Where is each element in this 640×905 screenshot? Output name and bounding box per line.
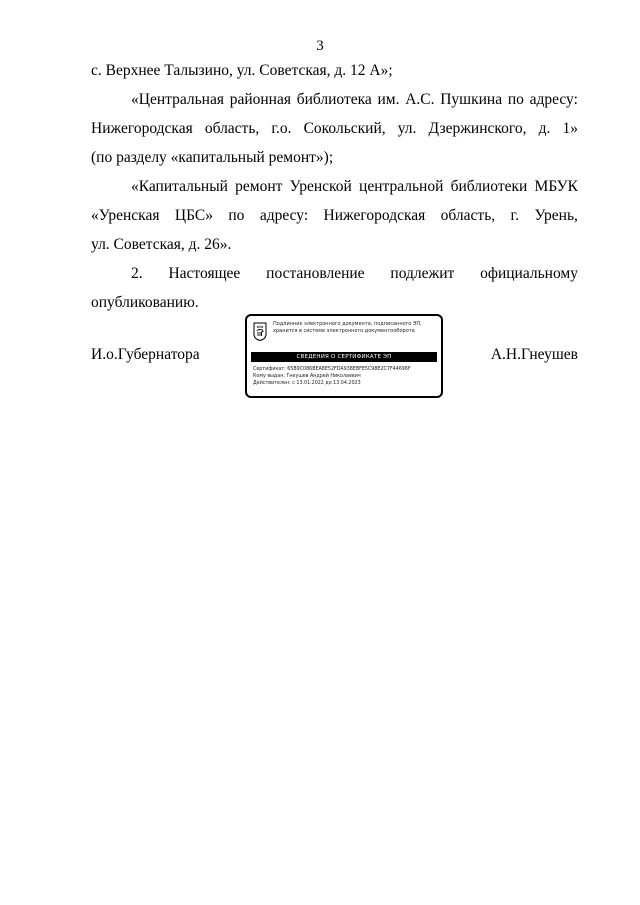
word: д. [538, 120, 551, 137]
word: «Капитальный [131, 178, 228, 195]
page-number: 3 [316, 38, 324, 54]
paragraph-3-line-2 [91, 201, 578, 230]
stamp-header-line-2: хранится в системе электронного документооборота [273, 328, 415, 334]
word: А.С. [405, 91, 435, 108]
word: Настоящее [168, 265, 241, 282]
word: «Уренская [91, 207, 160, 224]
paragraph-4-line-2: опубликованию. [91, 294, 199, 311]
word: постановление [266, 265, 365, 282]
word: МБУК [534, 178, 578, 195]
word: библиотека [296, 91, 372, 108]
word: им. [377, 91, 400, 108]
word: Нижегородская [323, 207, 426, 224]
word: Пушкина [440, 91, 503, 108]
document-body [91, 56, 578, 317]
word: область, [440, 207, 496, 224]
signatory-title: И.о.Губернатора [91, 346, 200, 363]
word: 1» [562, 120, 578, 137]
word: Дзержинского, [428, 120, 527, 137]
word: ЦБС» [174, 207, 213, 224]
word: 2. [131, 265, 143, 282]
signature-block [91, 312, 578, 400]
word: г.о. [271, 120, 292, 137]
paragraph-3 [91, 172, 578, 259]
word: Нижегородская [91, 120, 193, 137]
paragraph-2 [91, 85, 578, 172]
word: г. [510, 207, 520, 224]
paragraph-2-line-2 [91, 114, 578, 143]
word: районная [229, 91, 291, 108]
paragraph-4-line-1 [91, 259, 578, 288]
stamp-details [253, 366, 439, 387]
stamp-header [273, 321, 439, 335]
word: по [228, 207, 245, 224]
word: официальному [480, 265, 578, 282]
word: Сокольский, [303, 120, 386, 137]
stamp-validity: Действителен: с 13.01.2022 до 13.04.2023 [253, 381, 361, 386]
paragraph-2-line-3: (по разделу «капитальный ремонт»); [91, 149, 334, 166]
word: ремонт [235, 178, 283, 195]
word: область, [204, 120, 260, 137]
word: по [507, 91, 524, 108]
word: адресу: [529, 91, 578, 108]
signatory-name: А.Н.Гнеушев [490, 346, 578, 363]
stamp-certificate: Сертификат: 65B9C086BEA8E52FDA938EBFE5C98E2C7F44696F [253, 367, 411, 372]
word: центральной [359, 178, 444, 195]
paragraph-2-line-1 [91, 85, 578, 114]
paragraph-3-line-1 [91, 172, 578, 201]
word: «Центральная [131, 91, 224, 108]
word: ул. [397, 120, 417, 137]
paragraph-1-line-1: с. Верхнее Талызино, ул. Советская, д. 12 А»; [91, 62, 393, 79]
electronic-signature-stamp [245, 314, 443, 398]
stamp-band-title: СВЕДЕНИЯ О СЕРТИФИКАТЕ ЭП [251, 352, 437, 362]
word: библиотеки [450, 178, 528, 195]
word: Урень, [534, 207, 578, 224]
paragraph-1 [91, 56, 578, 85]
paragraph-3-line-3: ул. Советская, д. 26». [91, 236, 232, 253]
word: подлежит [390, 265, 455, 282]
stamp-issued-to: Кому выдан: Гнеушев Андрей Николаевич [253, 374, 361, 379]
paragraph-4 [91, 259, 578, 317]
stamp-header-line-1: Подлинник электронного документа, подписанного ЭП, [273, 321, 422, 327]
word: адресу: [259, 207, 309, 224]
word: Уренской [289, 178, 352, 195]
nizhny-novgorod-deer-emblem-icon [253, 322, 267, 341]
